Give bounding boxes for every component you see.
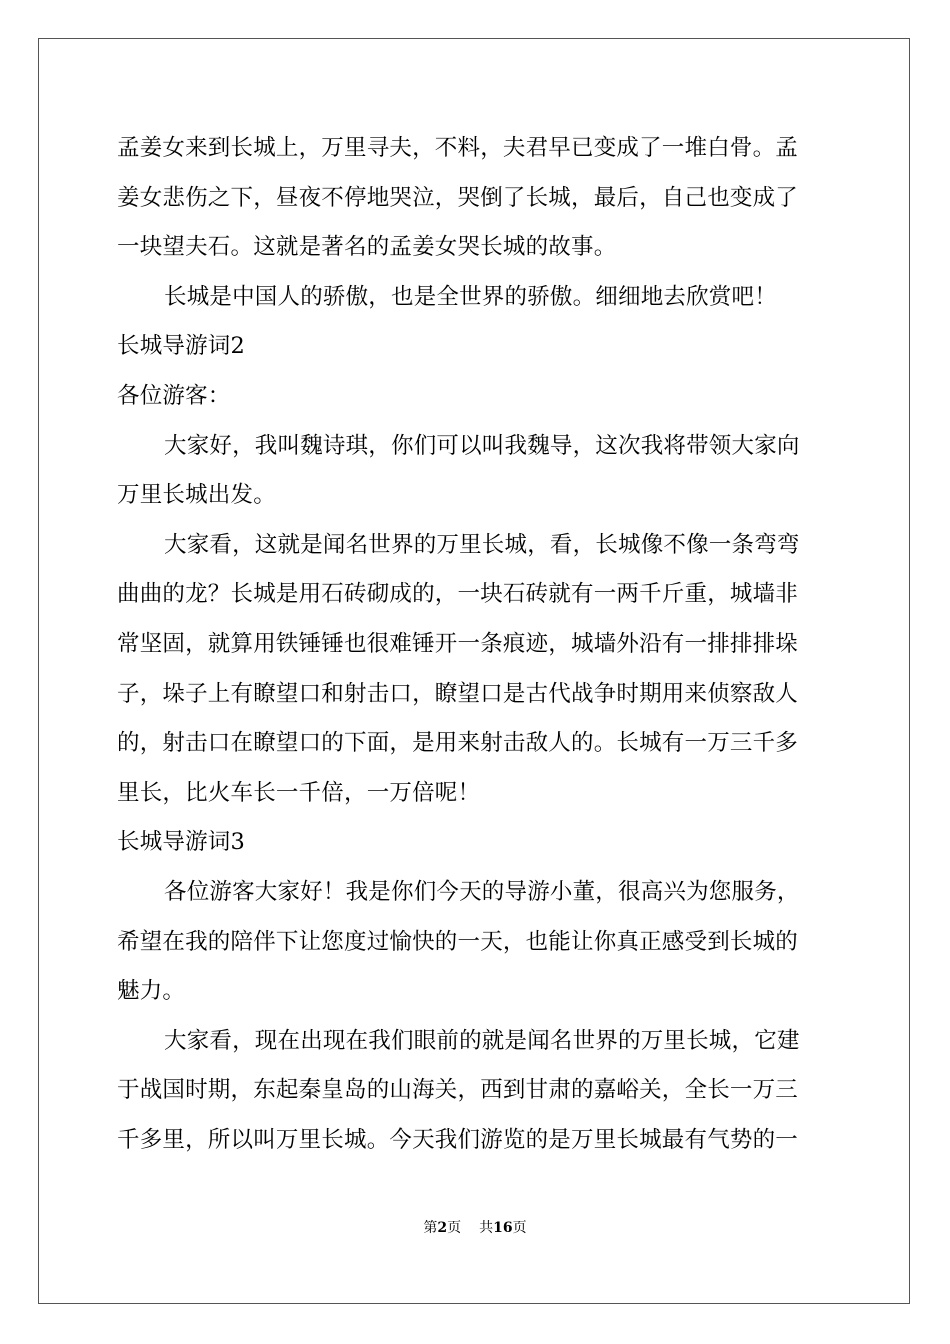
- text-line: 大家看，这就是闻名世界的万里长城，看，长城像不像一条弯弯: [164, 531, 800, 558]
- text-line: 长城导游词3: [117, 829, 246, 856]
- text-line: 一块望夫石。这就是著名的孟姜女哭长城的故事。: [117, 234, 617, 261]
- text-line: 各位游客：: [117, 382, 231, 409]
- page-label-prefix: 第: [423, 1220, 438, 1236]
- page-footer: [0, 1218, 950, 1238]
- text-line: 于战国时期，东起秦皇岛的山海关，西到甘肃的嘉峪关，全长一万三: [117, 1077, 799, 1104]
- text-line: 常坚固，就算用铁锤锤也很难锤开一条痕迹，城墙外沿有一排排排垛: [117, 630, 799, 657]
- text-line: 大家好，我叫魏诗琪，你们可以叫我魏导，这次我将带领大家向: [164, 432, 800, 459]
- text-line: 魅力。: [117, 978, 186, 1005]
- text-line: 里长，比火车长一千倍，一万倍呢！: [117, 779, 481, 806]
- text-line: 姜女悲伤之下，昼夜不停地哭泣，哭倒了长城，最后，自己也变成了: [117, 184, 799, 211]
- page-label-suffix: 页: [447, 1220, 462, 1236]
- text-line: 曲曲的龙？长城是用石砖砌成的，一块石砖就有一两千斤重，城墙非: [117, 581, 799, 608]
- total-label-suffix: 页: [512, 1220, 527, 1236]
- text-line: 孟姜女来到长城上，万里寻夫，不料，夫君早已变成了一堆白骨。孟: [117, 135, 799, 161]
- text-line: 大家看，现在出现在我们眼前的就是闻名世界的万里长城，它建: [164, 1027, 800, 1054]
- text-line: 长城导游词2: [117, 333, 246, 360]
- current-page-number: 2: [437, 1220, 448, 1236]
- total-page-count: 16: [493, 1220, 513, 1236]
- document-body: [117, 124, 833, 1165]
- text-line: 希望在我的陪伴下让您度过愉快的一天，也能让你真正感受到长城的: [117, 928, 799, 955]
- text-line: 各位游客大家好！我是你们今天的导游小董，很高兴为您服务，: [164, 878, 800, 905]
- text-line: 万里长城出发。: [117, 482, 276, 509]
- total-label-prefix: 共: [479, 1220, 494, 1236]
- text-line: 长城是中国人的骄傲，也是全世界的骄傲。细细地去欣赏吧！: [164, 283, 777, 310]
- text-line: 的，射击口在瞭望口的下面，是用来射击敌人的。长城有一万三千多: [117, 730, 799, 757]
- text-line: 子，垛子上有瞭望口和射击口，瞭望口是古代战争时期用来侦察敌人: [117, 680, 799, 707]
- text-line: 千多里，所以叫万里长城。今天我们游览的是万里长城最有气势的一: [117, 1126, 799, 1153]
